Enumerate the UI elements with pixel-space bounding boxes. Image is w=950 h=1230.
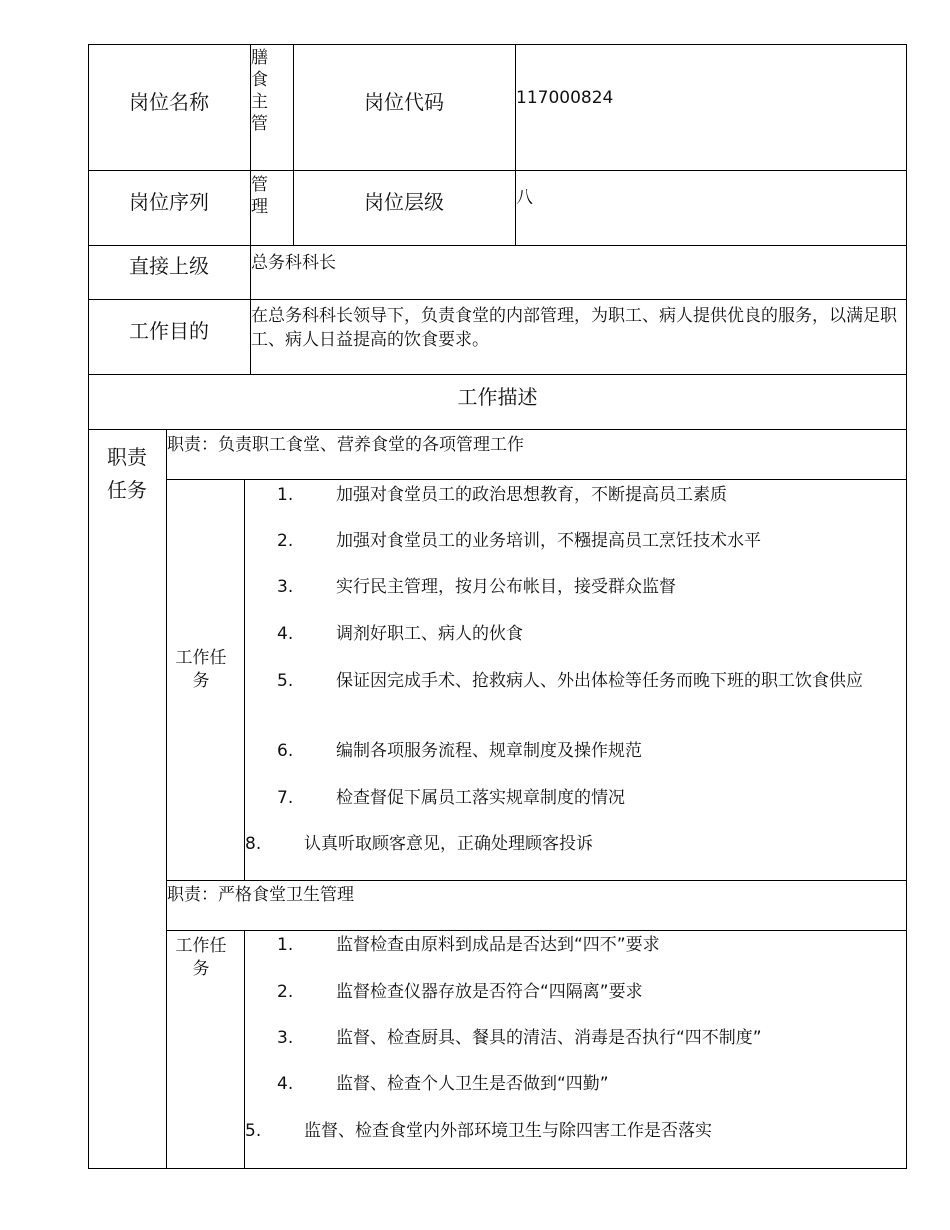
task-item: 4. 调剂好职工、病人的伙食 <box>277 624 523 644</box>
row-divider <box>88 299 907 300</box>
task-item: 8. 认真听取顾客意见，正确处理顾客投诉 <box>245 834 593 854</box>
duty-2: 职责：严格食堂卫生管理 <box>167 885 354 905</box>
task-item: 6. 编制各项服务流程、规章制度及操作规范 <box>277 741 642 761</box>
post-series-value: 管理 <box>251 175 268 217</box>
task-item: 4. 监督、检查个人卫生是否做到“四勤” <box>277 1074 609 1094</box>
row-divider <box>88 374 907 375</box>
task-item: 5. 监督、检查食堂内外部环境卫生与除四害工作是否落实 <box>245 1121 712 1141</box>
col-divider <box>244 479 245 881</box>
task-item: 3. 监督、检查厨具、餐具的清洁、消毒是否执行“四不制度” <box>277 1028 762 1048</box>
row-divider <box>166 479 907 480</box>
post-name-label: 岗位名称 <box>129 90 209 114</box>
col-divider <box>166 429 167 1169</box>
purpose-value: 在总务科科长领导下，负责食堂的内部管理，为职工、病人提供优良的服务，以满足职工、病人日益提高的饮食要求。 <box>251 306 897 350</box>
task-item: 7. 检查督促下属员工落实规章制度的情况 <box>277 788 625 808</box>
post-level-label: 岗位层级 <box>364 190 444 214</box>
task-item: 1. 加强对食堂员工的政治思想教育，不断提高员工素质 <box>277 485 727 505</box>
col-divider <box>515 44 516 246</box>
tasks-label-2: 工作任务 <box>175 936 227 979</box>
superior-value: 总务科科长 <box>251 253 336 273</box>
row-divider <box>166 880 907 881</box>
post-code-value: 117000824 <box>516 88 614 108</box>
superior-label: 直接上级 <box>129 254 209 278</box>
col-divider <box>293 44 294 246</box>
task-item: 2. 监督检查仪器存放是否符合“四隔离”要求 <box>277 982 643 1002</box>
row-divider <box>166 930 907 931</box>
post-level-value: 八 <box>516 188 533 208</box>
task-item: 1. 监督检查由原料到成品是否达到“四不”要求 <box>277 935 660 955</box>
post-name-value: 膳食主管 <box>251 48 268 134</box>
tasks-label-1: 工作任务 <box>175 648 227 691</box>
post-series-label: 岗位序列 <box>129 190 209 214</box>
row-divider <box>88 170 907 171</box>
duties-label: 职责任务 <box>107 445 147 502</box>
task-item: 3. 实行民主管理，按月公布帐目，接受群众监督 <box>277 577 676 597</box>
row-divider <box>88 429 907 430</box>
purpose-label: 工作目的 <box>129 319 209 343</box>
post-code-label: 岗位代码 <box>364 90 444 114</box>
description-title: 工作描述 <box>457 385 538 409</box>
task-item: 5. 保证因完成手术、抢救病人、外出体检等任务而晚下班的职工饮食供应 <box>277 671 863 691</box>
duty-1: 职责：负责职工食堂、营养食堂的各项管理工作 <box>167 435 524 455</box>
row-divider <box>88 245 907 246</box>
task-item: 2. 加强对食堂员工的业务培训，不糨提高员工烹饪技术水平 <box>277 531 761 551</box>
